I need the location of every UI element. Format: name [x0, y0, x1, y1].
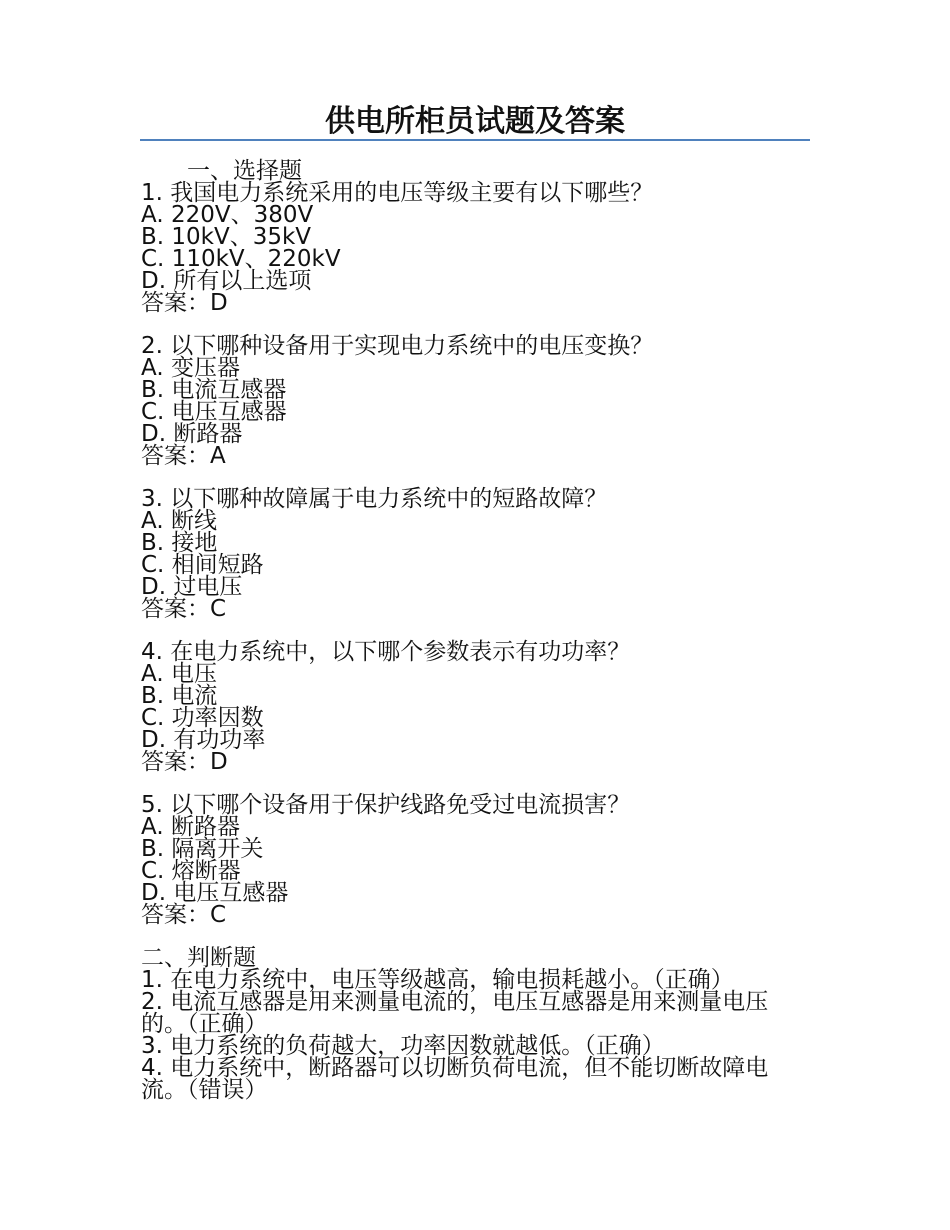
section-heading-choice: 一、选择题 [187, 158, 302, 184]
section-heading-judgment: 二、判断题 [141, 945, 256, 971]
option-c: C. 相间短路 [141, 552, 264, 578]
option-b: B. 电流 [141, 683, 218, 709]
question-text: 3. 以下哪种故障属于电力系统中的短路故障？ [141, 486, 608, 512]
question-block [141, 488, 801, 620]
option-a: A. 断线 [141, 508, 217, 534]
option-a: A. 断路器 [141, 814, 240, 840]
question-text: 2. 以下哪种设备用于实现电力系统中的电压变换？ [141, 333, 654, 359]
document-title: 供电所柜员试题及答案 [325, 104, 625, 139]
option-c: C. 功率因数 [141, 705, 264, 731]
question-block [141, 794, 801, 926]
option-d: D. 所有以上选项 [141, 268, 312, 294]
question-block [141, 182, 801, 314]
question-block [141, 335, 801, 467]
question-text: 1. 我国电力系统采用的电压等级主要有以下哪些？ [141, 180, 654, 206]
option-a: A. 变压器 [141, 355, 240, 381]
option-d: D. 过电压 [141, 574, 243, 600]
question-text: 4. 在电力系统中，以下哪个参数表示有功功率？ [141, 639, 631, 665]
option-d: D. 电压互感器 [141, 880, 289, 906]
document-body [141, 160, 801, 1101]
judgment-item: 4. 电力系统中，断路器可以切断负荷电流，但不能切断故障电流。（错误） [141, 1055, 769, 1103]
option-a: A. 220V、380V [141, 202, 314, 228]
option-a: A. 电压 [141, 661, 217, 687]
answer-text: 答案：A [141, 443, 226, 469]
judgment-item: 2. 电流互感器是用来测量电流的，电压互感器是用来测量电压的。（正确） [141, 989, 769, 1037]
option-b: B. 10kV、35kV [141, 224, 312, 250]
option-c: C. 110kV、220kV [141, 246, 341, 272]
option-d: D. 有功功率 [141, 727, 266, 753]
answer-text: 答案：D [141, 290, 228, 316]
option-b: B. 接地 [141, 530, 218, 556]
title-underline [140, 139, 810, 141]
judgment-item: 1. 在电力系统中，电压等级越高，输电损耗越小。（正确） [141, 967, 734, 993]
answer-text: 答案：D [141, 749, 228, 775]
question-text: 5. 以下哪个设备用于保护线路免受过电流损害？ [141, 792, 631, 818]
judgment-item: 3. 电力系统的负荷越大，功率因数就越低。（正确） [141, 1033, 665, 1059]
option-d: D. 断路器 [141, 421, 243, 447]
question-block [141, 641, 801, 773]
option-b: B. 电流互感器 [141, 377, 287, 403]
answer-text: 答案：C [141, 902, 227, 928]
option-b: B. 隔离开关 [141, 836, 264, 862]
option-c: C. 电压互感器 [141, 399, 287, 425]
answer-text: 答案：C [141, 596, 227, 622]
option-c: C. 熔断器 [141, 858, 241, 884]
